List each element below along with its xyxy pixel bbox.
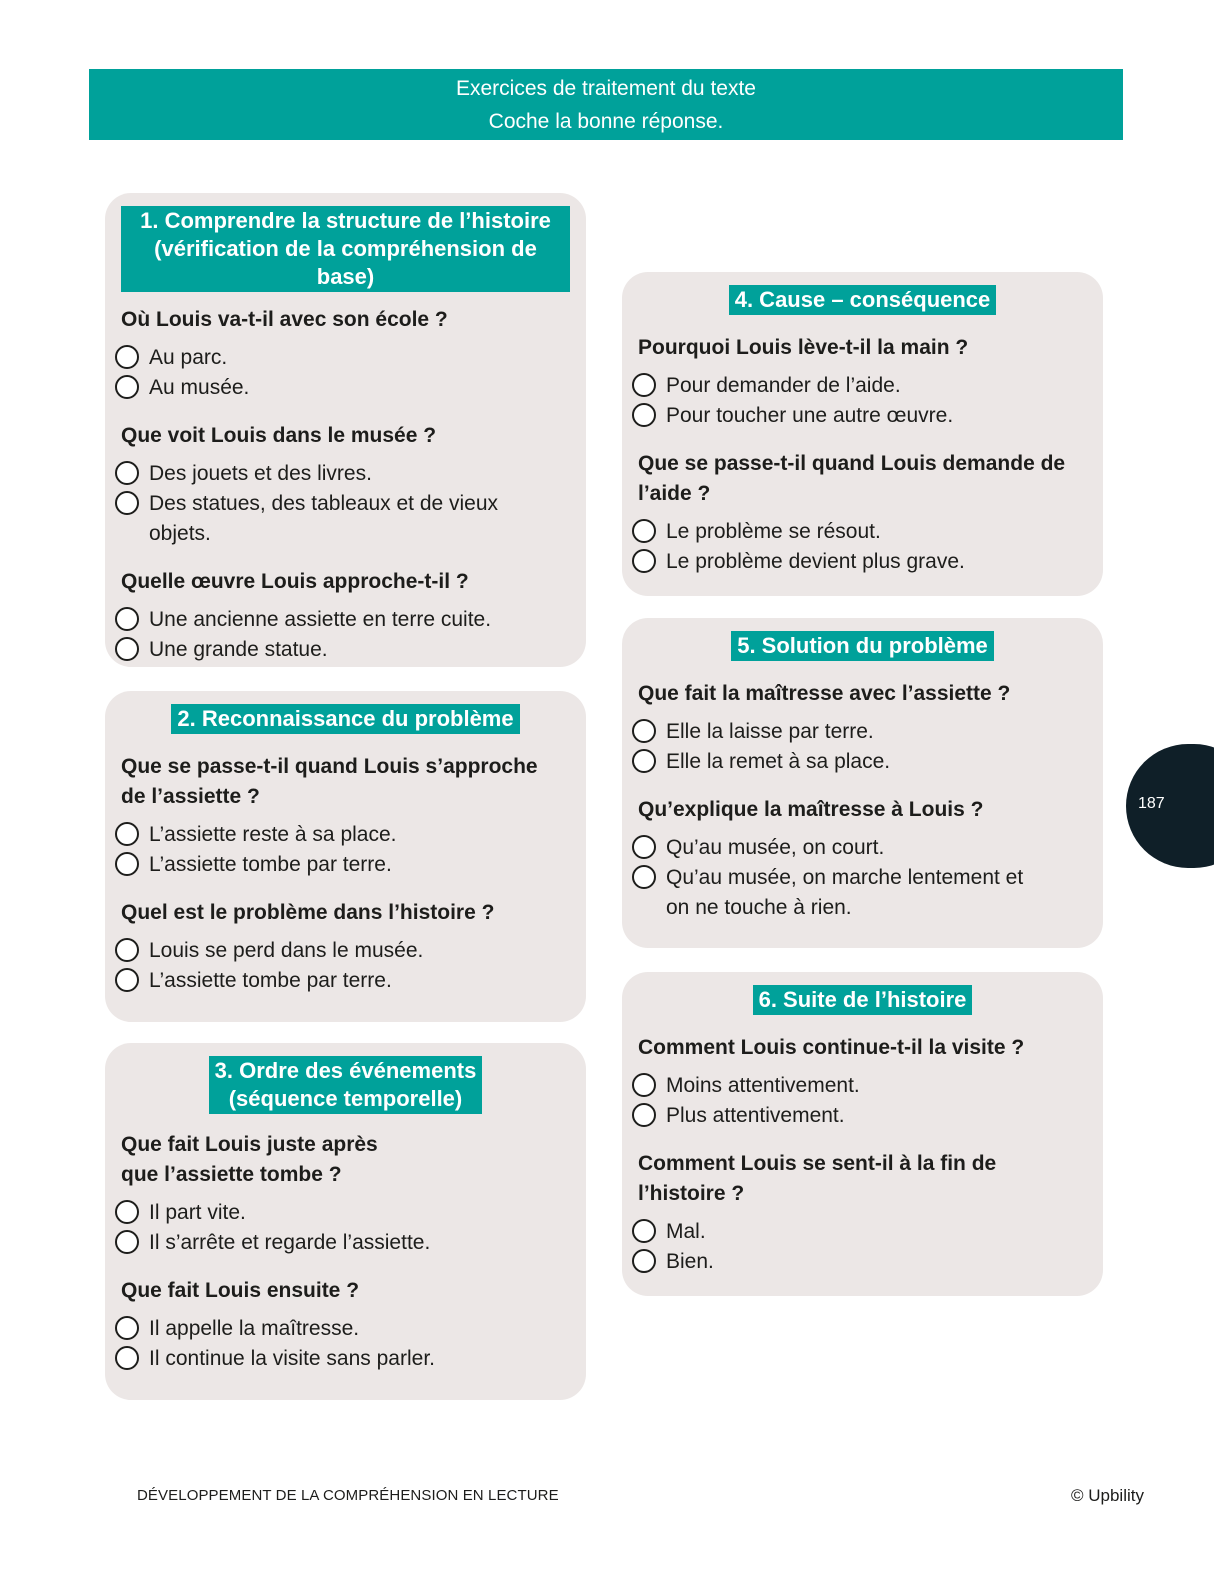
answer-option[interactable]: Il part vite. [121, 1198, 570, 1228]
radio-button[interactable] [115, 345, 139, 369]
question: Comment Louis continue-t-il la visite ? [638, 1036, 1025, 1059]
answer-options [121, 1314, 570, 1374]
radio-button[interactable] [632, 749, 656, 773]
answer-option[interactable]: Il continue la visite sans parler. [121, 1344, 570, 1374]
answer-option[interactable]: Pour toucher une autre œuvre. [638, 401, 1087, 431]
section-title: 5. Solution du problème [731, 631, 994, 661]
section-card-1 [105, 193, 586, 667]
answer-options [638, 833, 1087, 923]
radio-button[interactable] [632, 835, 656, 859]
radio-button[interactable] [115, 938, 139, 962]
radio-button[interactable] [115, 852, 139, 876]
question: Que se passe-t-il quand Louis demande de l’aide ? [638, 452, 1066, 505]
answer-option[interactable]: Le problème se résout. [638, 517, 1087, 547]
section-title: 2. Reconnaissance du problème [171, 704, 519, 734]
answer-options [121, 459, 570, 549]
question: Quelle œuvre Louis approche-t-il ? [121, 570, 469, 593]
question: Que fait Louis juste après que l’assiette tombe ? [121, 1133, 378, 1186]
answer-option[interactable]: Le problème devient plus grave. [638, 547, 1087, 577]
radio-button[interactable] [115, 1316, 139, 1340]
section-card-5 [622, 618, 1103, 948]
radio-button[interactable] [632, 1249, 656, 1273]
radio-button[interactable] [115, 637, 139, 661]
radio-button[interactable] [632, 865, 656, 889]
radio-button[interactable] [632, 719, 656, 743]
answer-option[interactable]: Des jouets et des livres. [121, 459, 570, 489]
radio-button[interactable] [632, 519, 656, 543]
answer-option[interactable]: L’assiette tombe par terre. [121, 850, 570, 880]
radio-button[interactable] [632, 403, 656, 427]
question: Comment Louis se sent-il à la fin de l’histoire ? [638, 1152, 997, 1205]
section-card-3 [105, 1043, 586, 1400]
section-title: 4. Cause – conséquence [729, 285, 997, 315]
question: Qu’explique la maîtresse à Louis ? [638, 798, 984, 821]
answer-options [121, 936, 570, 996]
answer-options [638, 1217, 1087, 1277]
header-title: Exercices de traitement du texte [456, 77, 756, 100]
question: Que fait Louis ensuite ? [121, 1279, 360, 1302]
section-title: 3. Ordre des événements (séquence temporelle) [209, 1056, 483, 1114]
page-number: 187 [1138, 795, 1165, 812]
answer-options [638, 371, 1087, 431]
answer-option[interactable]: Moins attentivement. [638, 1071, 1087, 1101]
answer-options [638, 1071, 1087, 1131]
radio-button[interactable] [632, 1219, 656, 1243]
question: Que se passe-t-il quand Louis s’approche de l’assiette ? [121, 755, 538, 808]
answer-options [121, 820, 570, 880]
radio-button[interactable] [115, 491, 139, 515]
page-number-tab [1126, 744, 1214, 868]
radio-button[interactable] [115, 375, 139, 399]
answer-option[interactable]: Qu’au musée, on court. [638, 833, 1087, 863]
question: Où Louis va-t-il avec son école ? [121, 308, 448, 331]
answer-option[interactable]: Louis se perd dans le musée. [121, 936, 570, 966]
answer-option[interactable]: L’assiette reste à sa place. [121, 820, 570, 850]
radio-button[interactable] [115, 1346, 139, 1370]
answer-options [121, 605, 570, 665]
answer-option[interactable]: Qu’au musée, on marche lentement et on ne touche à rien. [638, 863, 1087, 923]
radio-button[interactable] [632, 549, 656, 573]
radio-button[interactable] [632, 1073, 656, 1097]
answer-option[interactable]: Plus attentivement. [638, 1101, 1087, 1131]
answer-option[interactable]: Au musée. [121, 373, 570, 403]
answer-option[interactable]: Elle la laisse par terre. [638, 717, 1087, 747]
answer-option[interactable]: Au parc. [121, 343, 570, 373]
answer-option[interactable]: L’assiette tombe par terre. [121, 966, 570, 996]
answer-option[interactable]: Mal. [638, 1217, 1087, 1247]
radio-button[interactable] [115, 461, 139, 485]
header-instruction: Coche la bonne réponse. [488, 110, 724, 133]
radio-button[interactable] [115, 607, 139, 631]
answer-options [638, 517, 1087, 577]
radio-button[interactable] [115, 1200, 139, 1224]
answer-option[interactable]: Il appelle la maîtresse. [121, 1314, 570, 1344]
answer-option[interactable]: Bien. [638, 1247, 1087, 1277]
radio-button[interactable] [115, 1230, 139, 1254]
radio-button[interactable] [632, 1103, 656, 1127]
answer-option[interactable]: Une ancienne assiette en terre cuite. [121, 605, 570, 635]
answer-option[interactable]: Elle la remet à sa place. [638, 747, 1087, 777]
answer-option[interactable]: Une grande statue. [121, 635, 570, 665]
section-title: 1. Comprendre la structure de l’histoire (vérification de la compréhension de base) [121, 206, 570, 292]
radio-button[interactable] [115, 968, 139, 992]
answer-option[interactable]: Il s’arrête et regarde l’assiette. [121, 1228, 570, 1258]
answer-option[interactable]: Pour demander de l’aide. [638, 371, 1087, 401]
section-card-2 [105, 691, 586, 1022]
footer-copyright: © Upbility [1071, 1486, 1144, 1505]
question: Pourquoi Louis lève-t-il la main ? [638, 336, 969, 359]
question: Quel est le problème dans l’histoire ? [121, 901, 495, 924]
section-card-6 [622, 972, 1103, 1296]
radio-button[interactable] [115, 822, 139, 846]
section-card-4 [622, 272, 1103, 596]
answer-option[interactable]: Des statues, des tableaux et de vieux objets. [121, 489, 570, 549]
radio-button[interactable] [632, 373, 656, 397]
answer-options [638, 717, 1087, 777]
answer-options [121, 1198, 570, 1258]
footer-title: DÉVELOPPEMENT DE LA COMPRÉHENSION EN LECTURE [137, 1487, 559, 1504]
question: Que fait la maîtresse avec l’assiette ? [638, 682, 1011, 705]
section-title: 6. Suite de l’histoire [753, 985, 973, 1015]
page-header [89, 69, 1123, 140]
question: Que voit Louis dans le musée ? [121, 424, 437, 447]
answer-options [121, 343, 570, 403]
